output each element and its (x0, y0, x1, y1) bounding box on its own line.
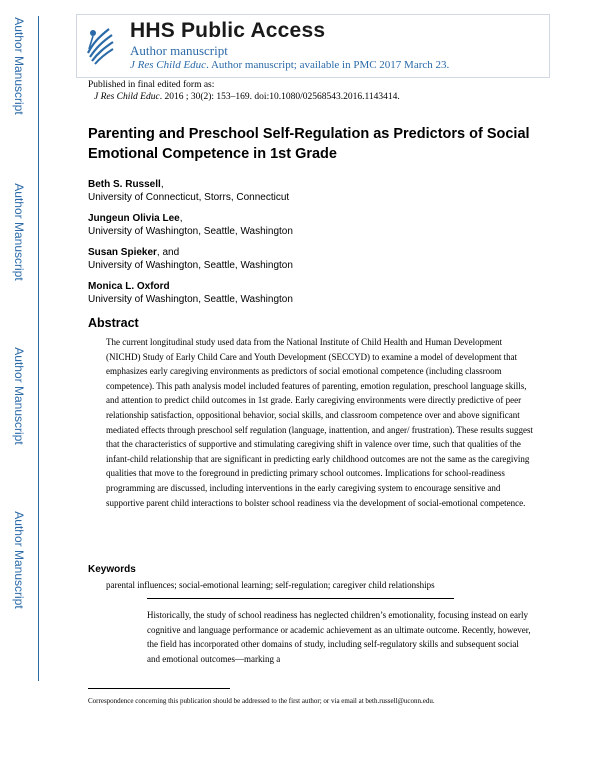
author-entry: Jungeun Olivia Lee, University of Washington, Seattle, Washington (88, 213, 293, 237)
article-title: Parenting and Preschool Self-Regulation as Predictors of Social Emotional Competence in 1st Grade (88, 126, 530, 162)
keywords-text: parental influences; social-emotional learning; self-regulation; caregiver child relationships (106, 580, 435, 590)
publication-info: Published in final edited form as: J Res Child Educ. 2016 ; 30(2): 153–169. doi:10.1080/02568543.2016.1143414. (88, 80, 400, 102)
author-entry: Monica L. Oxford University of Washington, Seattle, Washington (88, 281, 293, 305)
header-subtitle: Author manuscript (130, 43, 228, 58)
keywords-heading: Keywords (88, 564, 136, 575)
header-citation: J Res Child Educ. Author manuscript; available in PMC 2017 March 23. (130, 59, 450, 71)
hhs-header (76, 14, 550, 78)
author-entry: Beth S. Russell, University of Connecticut, Storrs, Connecticut (88, 179, 290, 203)
author-list (88, 178, 293, 314)
footnote-rule (88, 688, 230, 689)
intro-paragraph: Historically, the study of school readiness has neglected children’s emotionality, focusing instead on early cognitive and language performance or academic achievement as an ultimate outcome. Recently, however, the field has incorporated other domains of study, including self-regulatory skills and subsequent social and emotional outcomes—marking a (147, 610, 531, 664)
section-divider (147, 598, 454, 599)
abstract-text: The current longitudinal study used data from the National Institute of Child Health and Human Development (NICHD) Study of Early Child Care and Youth Development (SECCYD) to examine a model of development that emphasizes early caregiving environments as predictors of social emotional competence (including classroom competence). This path analysis model included features of parenting, emotion regulation, preschool language skills, and attention to predict child outcomes in 1st grade. Early caregiving environments were directly predictive of peer relationship satisfaction, oppositional behavior, social skills, and classroom competence over and above significant mediated effects through preschool self regulation (language, inattention, and anger/ frustration). These results suggest that the characteristics of supportive and stimulating caregiving shift in valence over time, such that qualities of the infant-child relationship that are significant in predicting early childhood outcomes are not the same as the caregiving qualities that move to the foreground in predicting primary school outcomes. Implications for school-readiness programming are discussed, including interventions in the early caregiving system to encourage sensitive and supportive parent child interactions to bolster school readiness via the development of social-emotional competence. (106, 337, 534, 508)
author-entry: Susan Spieker, and University of Washington, Seattle, Washington (88, 247, 293, 271)
hhs-eagle-logo-icon (85, 23, 115, 69)
sidebar-rule (38, 16, 39, 681)
footnote: Correspondence concerning this publication should be addressed to the first author; or via email at beth.russell@uconn.edu. (88, 697, 435, 705)
abstract-heading: Abstract (88, 316, 139, 330)
header-title: HHS Public Access (130, 19, 326, 42)
